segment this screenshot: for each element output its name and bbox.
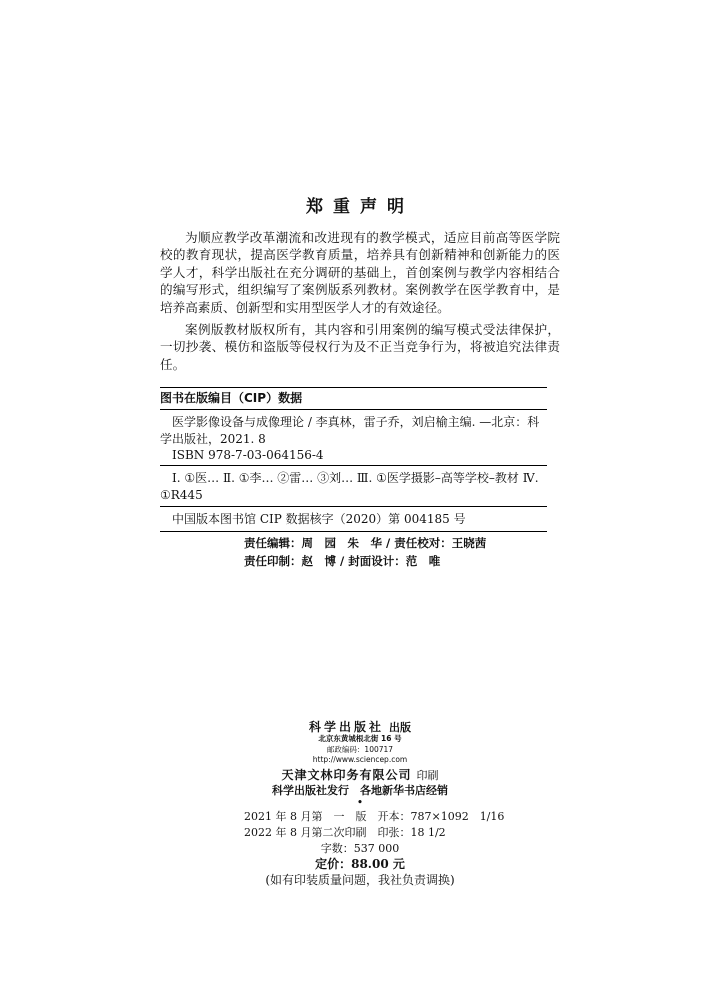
- price: 定价：88.00 元: [315, 857, 405, 871]
- publisher-name: 科学出版社: [308, 720, 384, 734]
- publisher-url: http://www.sciencep.com: [312, 755, 408, 764]
- cip-mid-rule: [160, 465, 547, 466]
- notice-paragraph-2: 案例版教材版权所有，其内容和引用案例的编写模式受法律保护，一切抄袭、模仿和盗版等侵权行为及不正当竞争行为，将被追究法律责任。: [160, 322, 560, 372]
- cip-lower-rule: [160, 506, 547, 507]
- credits-production: 责任印制：赵 博 / 封面设计：范 唯: [244, 554, 441, 568]
- credits-editors: 责任编辑：周 园 朱 华 / 责任校对：王晓茜: [244, 536, 487, 550]
- cip-isbn: ISBN 978-7-03-064156-4: [172, 448, 324, 462]
- printing-line: 2022 年 8 月第二次印刷 印张：18 1/2: [244, 826, 446, 839]
- cip-title-line: 医学影像设备与成像理论 / 李真林，雷子乔，刘启榆主编. —北京：科学出版社，2021. 8: [160, 415, 540, 446]
- distribution-line: 科学出版社发行 各地新华书店经销: [272, 784, 448, 797]
- notice-title: 郑重声明: [306, 197, 414, 217]
- quality-note: (如有印装质量问题，我社负责调换): [265, 873, 455, 887]
- publisher-suffix: 出版: [389, 721, 412, 734]
- distribution-bullet: •: [356, 796, 364, 809]
- cip-number: 中国版本图书馆 CIP 数据核字（2020）第 004185 号: [172, 512, 466, 526]
- edition-line: 2021 年 8 月第 一 版 开本：787×1092 1/16: [244, 810, 505, 823]
- word-count: 字数：537 000: [320, 842, 400, 855]
- cip-classification: Ⅰ. ①医… Ⅱ. ①李… ②雷… ③刘… Ⅲ. ①医学摄影–高等学校–教材 Ⅳ. ①R445: [160, 471, 539, 502]
- notice-paragraph-1: 为顺应教学改革潮流和改进现有的教学模式，适应目前高等医学院校的教育现状，提高医学教育质量，培养具有创新精神和创新能力的医学人才，科学出版社在充分调研的基础上，首创案例与教学内容相结合的编写形式，组织编写了案例版系列教材。案例教学在医学教育中，是培养高素质、创新型和实用型医学人才的有效途径。: [160, 230, 560, 315]
- cip-heading-rule: [160, 409, 547, 410]
- cip-bottom-rule: [160, 531, 547, 532]
- cip-top-rule: [160, 387, 547, 388]
- publisher-address: 北京东黄城根北街 16 号: [318, 734, 402, 743]
- printer-line: [0, 764, 720, 783]
- printer-suffix: 印刷: [416, 769, 439, 782]
- printer-name: 天津文林印务有限公司: [281, 768, 412, 782]
- cip-heading: 图书在版编目（CIP）数据: [160, 391, 303, 405]
- publisher-postcode: 邮政编码：100717: [326, 745, 394, 754]
